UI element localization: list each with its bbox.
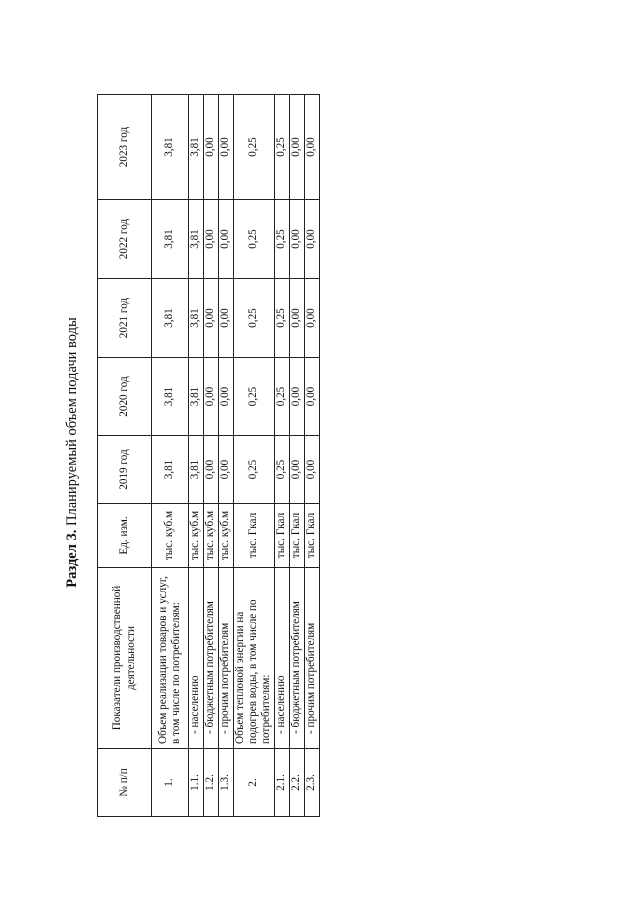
row-value-2023: 3,81 xyxy=(189,95,204,200)
table-row xyxy=(189,95,204,817)
row-value-2021: 0,00 xyxy=(219,279,234,358)
row-value-2022: 3,81 xyxy=(152,200,189,279)
row-value-2023: 3,81 xyxy=(152,95,189,200)
row-name: - бюджетным потребителям xyxy=(289,568,304,749)
row-value-2020: 0,25 xyxy=(234,358,275,436)
row-value-2023: 0,00 xyxy=(204,95,219,200)
row-unit: тыс. Гкал xyxy=(234,504,275,568)
table-row xyxy=(152,95,189,817)
table-row xyxy=(274,95,289,817)
table-row xyxy=(304,95,319,817)
row-value-2023: 0,25 xyxy=(274,95,289,200)
row-value-2023: 0,00 xyxy=(304,95,319,200)
row-num: 2.2. xyxy=(289,749,304,817)
row-value-2021: 0,00 xyxy=(304,279,319,358)
row-value-2021: 0,00 xyxy=(289,279,304,358)
planned-water-supply-table xyxy=(97,94,320,817)
row-unit: тыс. Гкал xyxy=(289,504,304,568)
row-name: - населению xyxy=(274,568,289,749)
row-value-2023: 0,25 xyxy=(234,95,275,200)
row-num: 1.2. xyxy=(204,749,219,817)
row-value-2022: 0,25 xyxy=(274,200,289,279)
row-value-2019: 0,00 xyxy=(204,436,219,504)
row-num: 1.1. xyxy=(189,749,204,817)
section-label: Раздел 3. xyxy=(64,529,80,588)
row-num: 2.1. xyxy=(274,749,289,817)
row-value-2021: 0,25 xyxy=(274,279,289,358)
row-unit: тыс. куб.м xyxy=(219,504,234,568)
row-value-2022: 0,00 xyxy=(204,200,219,279)
row-value-2019: 3,81 xyxy=(152,436,189,504)
row-unit: тыс. куб.м xyxy=(152,504,189,568)
table-row xyxy=(204,95,219,817)
row-value-2022: 0,00 xyxy=(289,200,304,279)
header-2019: 2019 год xyxy=(98,436,152,504)
row-value-2021: 3,81 xyxy=(152,279,189,358)
row-value-2019: 3,81 xyxy=(189,436,204,504)
table-row xyxy=(234,95,275,817)
row-num: 2. xyxy=(234,749,275,817)
row-value-2019: 0,00 xyxy=(304,436,319,504)
table-row xyxy=(289,95,304,817)
row-value-2022: 0,00 xyxy=(304,200,319,279)
header-2021: 2021 год xyxy=(98,279,152,358)
row-name: - населению xyxy=(189,568,204,749)
row-unit: тыс. Гкал xyxy=(274,504,289,568)
row-value-2019: 0,00 xyxy=(219,436,234,504)
header-num: № п/п xyxy=(98,749,152,817)
row-value-2020: 0,00 xyxy=(204,358,219,436)
row-value-2021: 3,81 xyxy=(189,279,204,358)
row-unit: тыс. Гкал xyxy=(304,504,319,568)
row-value-2022: 0,25 xyxy=(234,200,275,279)
row-unit: тыс. куб.м xyxy=(204,504,219,568)
row-value-2020: 3,81 xyxy=(189,358,204,436)
row-value-2019: 0,25 xyxy=(274,436,289,504)
row-value-2020: 0,25 xyxy=(274,358,289,436)
row-value-2020: 0,00 xyxy=(219,358,234,436)
row-value-2022: 0,00 xyxy=(219,200,234,279)
row-num: 2.3. xyxy=(304,749,319,817)
header-2023: 2023 год xyxy=(98,95,152,200)
row-value-2020: 0,00 xyxy=(304,358,319,436)
row-name: - прочим потребителям xyxy=(219,568,234,749)
row-value-2019: 0,00 xyxy=(289,436,304,504)
table-header-row xyxy=(98,95,152,817)
header-unit: Ед. изм. xyxy=(98,504,152,568)
row-value-2021: 0,25 xyxy=(234,279,275,358)
header-2022: 2022 год xyxy=(98,200,152,279)
row-value-2022: 3,81 xyxy=(189,200,204,279)
row-value-2020: 3,81 xyxy=(152,358,189,436)
header-2020: 2020 год xyxy=(98,358,152,436)
row-num: 1.3. xyxy=(219,749,234,817)
row-value-2023: 0,00 xyxy=(219,95,234,200)
row-num: 1. xyxy=(152,749,189,817)
row-name: Объем тепловой энергии на подогрев воды, в том числе по потребителям: xyxy=(234,568,275,749)
row-name: - бюджетным потребителям xyxy=(204,568,219,749)
row-value-2021: 0,00 xyxy=(204,279,219,358)
row-value-2023: 0,00 xyxy=(289,95,304,200)
row-value-2019: 0,25 xyxy=(234,436,275,504)
table-row xyxy=(219,95,234,817)
page-title xyxy=(64,0,81,905)
row-value-2020: 0,00 xyxy=(289,358,304,436)
section-title-text: Планируемый объем подачи воды xyxy=(64,317,80,530)
row-name: - прочим потребителям xyxy=(304,568,319,749)
row-unit: тыс. куб.м xyxy=(189,504,204,568)
row-name: Объем реализации товаров и услуг, в том числе по потребителям: xyxy=(152,568,189,749)
header-name: Показатели производственной деятельности xyxy=(98,568,152,749)
